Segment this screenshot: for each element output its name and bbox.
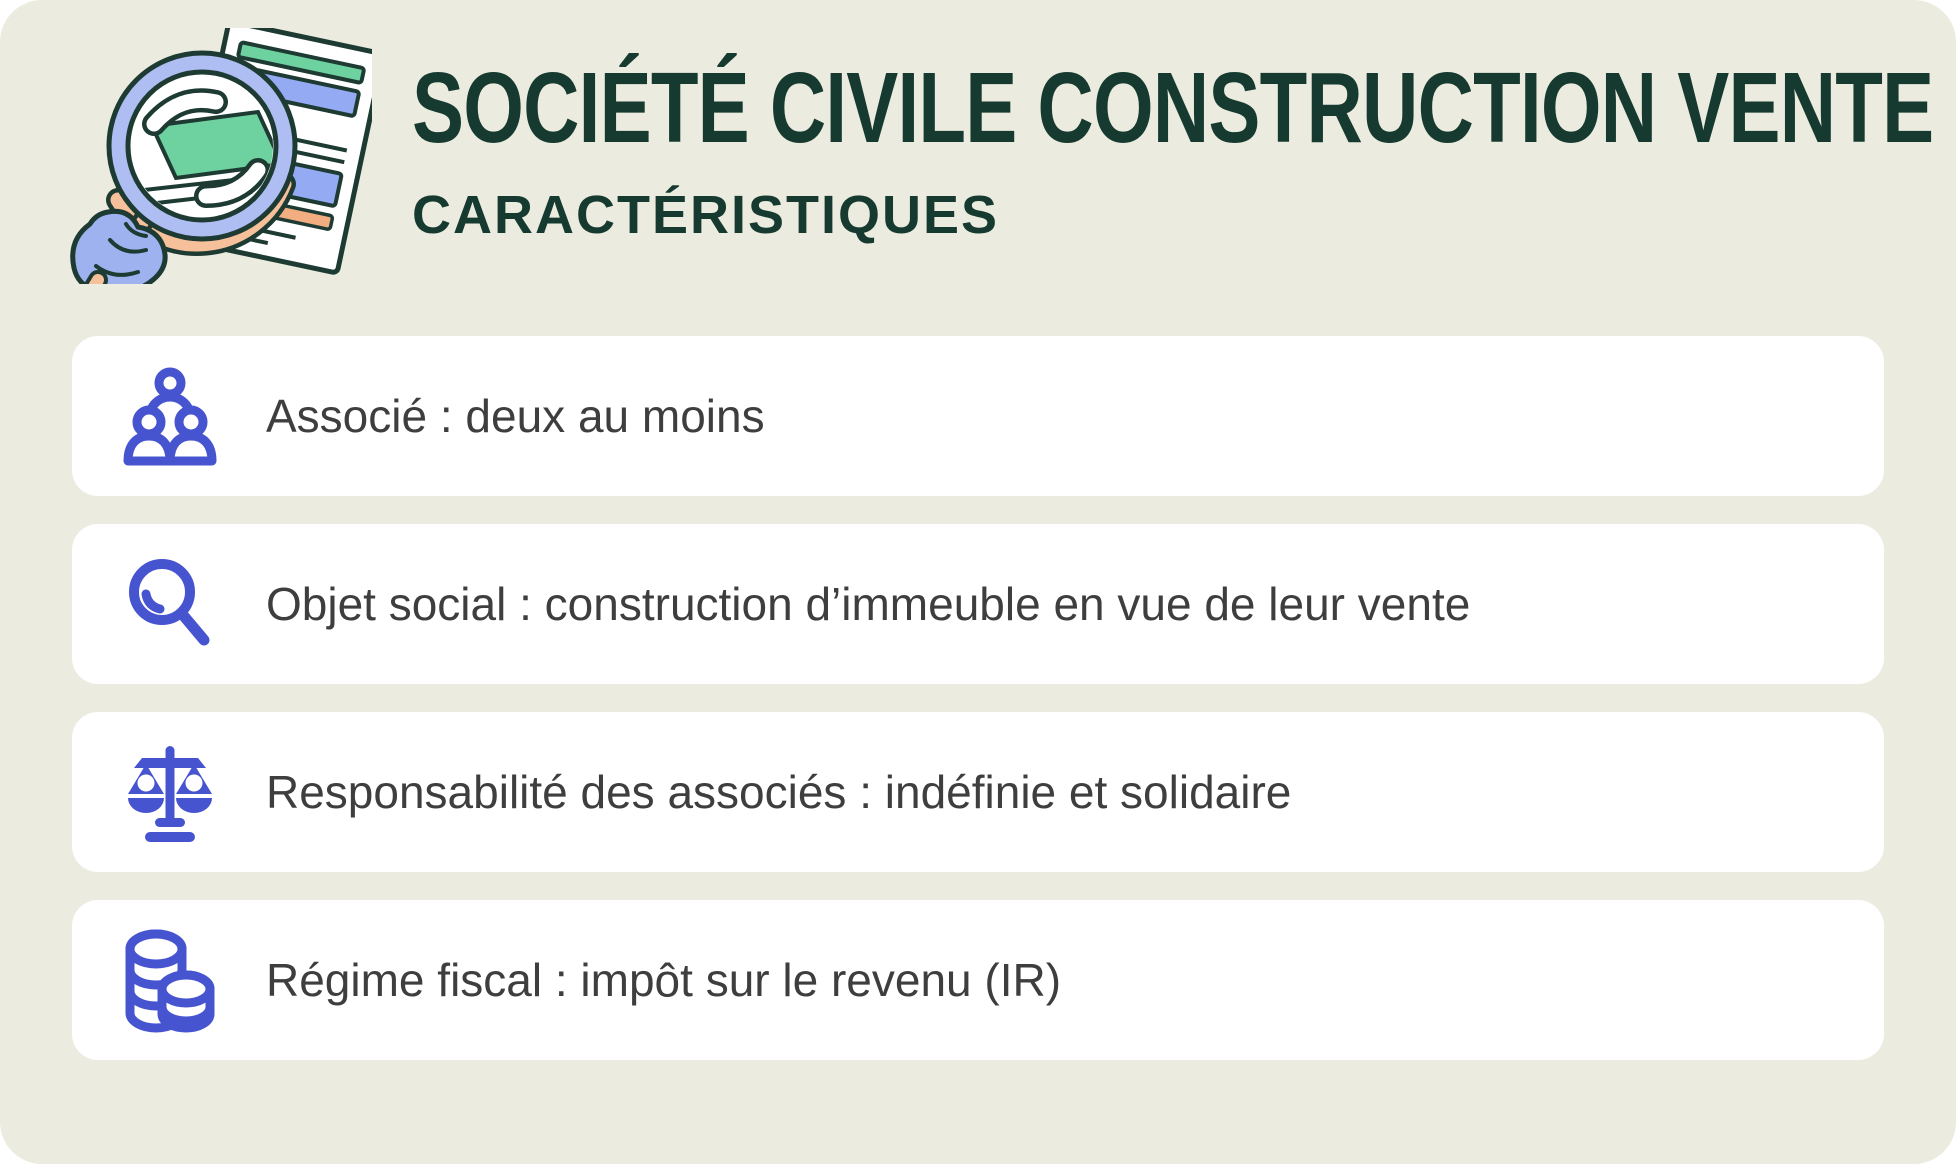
- magnifier-icon: [120, 546, 220, 662]
- list-item-text: Responsabilité des associés : indéfinie et solidaire: [266, 766, 1292, 818]
- list-item-tax: [72, 900, 1884, 1060]
- list-item-associates: [72, 336, 1884, 496]
- page-title: SOCIÉTÉ CIVILE CONSTRUCTION VENTE: [412, 52, 1934, 164]
- magnifier-lens: [109, 53, 295, 239]
- header: [412, 52, 1956, 246]
- page-subtitle: CARACTÉRISTIQUES: [412, 185, 1000, 245]
- characteristics-list: [72, 336, 1884, 1088]
- people-group-icon: [120, 358, 220, 474]
- list-item-text: Régime fiscal : impôt sur le revenu (IR): [266, 954, 1062, 1006]
- list-item-liability: [72, 712, 1884, 872]
- magnifier-over-document-illustration: [52, 28, 372, 284]
- scales-icon: [120, 734, 220, 850]
- list-item-object: [72, 524, 1884, 684]
- coins-icon: [120, 922, 220, 1038]
- list-item-text: Associé : deux au moins: [266, 390, 765, 442]
- list-item-text: Objet social : construction d’immeuble en vue de leur vente: [266, 578, 1471, 630]
